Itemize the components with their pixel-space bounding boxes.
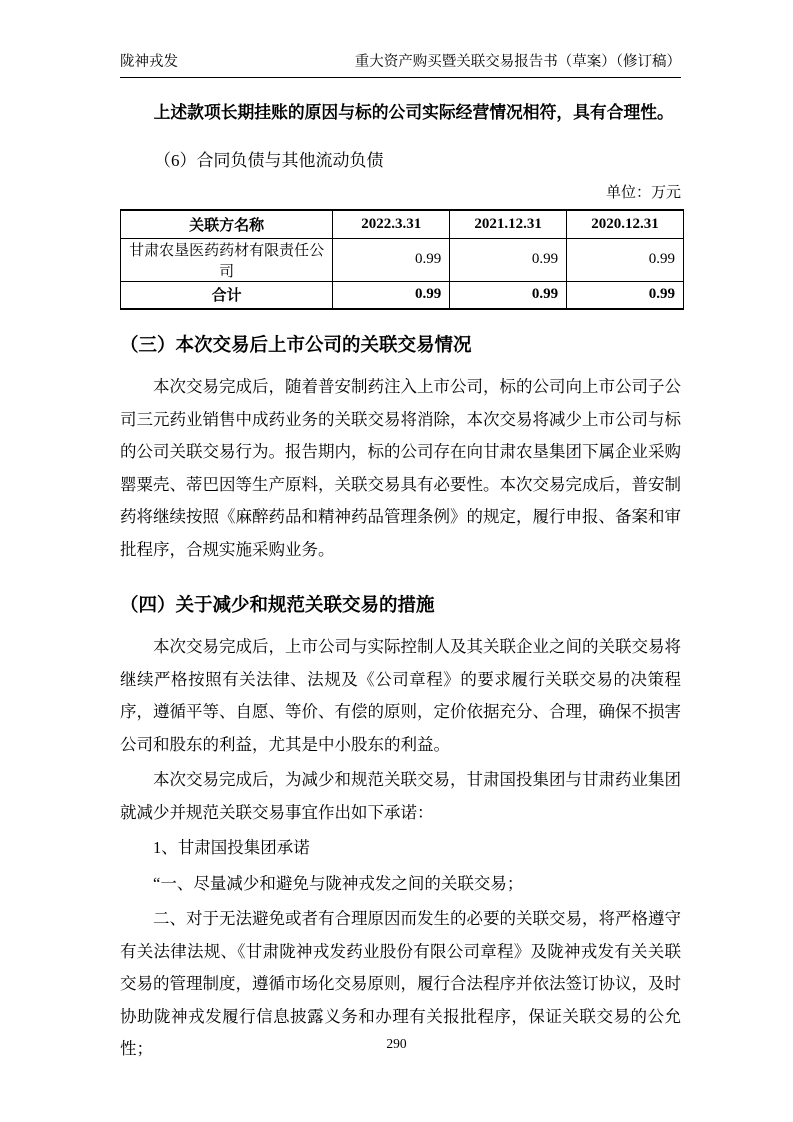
related-party-table — [120, 209, 684, 310]
table-cell-total-label: 合计 — [121, 281, 333, 309]
section-4-paragraph-2: 本次交易完成后，为减少和规范关联交易，甘肃国投集团与甘肃药业集团就减少并规范关联交易事宜作出如下承诺： — [120, 770, 681, 822]
table-cell-value: 0.99 — [333, 281, 450, 309]
section-heading-4: （四）关于减少和规范关联交易的措施 — [120, 594, 435, 615]
intro-bold-paragraph: 上述款项长期挂账的原因与标的公司实际经营情况相符，具有合理性。 — [153, 103, 674, 122]
section-heading-3: （三）本次交易后上市公司的关联交易情况 — [120, 334, 472, 355]
table-header-date-3: 2020.12.31 — [567, 210, 684, 238]
section-4-commitment-2: 二、对于无法避免或者有合理原因而发生的必要的关联交易，将严格遵守有关法律法规、《甘肃陇神戎发药业股份有限公司章程》及陇神戎发有关关联交易的管理制度，遵循市场化交易原则，履行合法程序并依法签订协议，及时协助陇神戎发履行信息披露义务和办理有关报批程序，保证关联交易的公允性； — [120, 909, 681, 1058]
table-header-related-party: 关联方名称 — [121, 210, 333, 238]
section-3-paragraph: 本次交易完成后，随着普安制药注入上市公司，标的公司向上市公司子公司三元药业销售中成药业务的关联交易将消除，本次交易将减少上市公司与标的公司关联交易行为。报告期内，标的公司存在向甘肃农垦集团下属企业采购罂粟壳、蒂巴因等生产原料，关联交易具有必要性。本次交易完成后，普安制药将继续按照《麻醉药品和精神药品管理条例》的规定，履行申报、备案和审批程序，合规实施采购业务。 — [120, 377, 681, 559]
table-unit-note: 单位：万元 — [605, 185, 681, 201]
document-content — [0, 98, 793, 1066]
section-4-commitment-1: “一、尽量减少和避免与陇神戎发之间的关联交易； — [153, 873, 524, 893]
page-header — [120, 0, 681, 78]
table-cell-party-name: 甘肃农垦医药药材有限责任公司 — [121, 238, 333, 281]
table-row — [121, 238, 684, 281]
section-4-paragraph-1: 本次交易完成后，上市公司与实际控制人及其关联企业之间的关联交易将继续严格按照有关法律、法规及《公司章程》的要求履行关联交易的决策程序，遵循平等、自愿、等价、有偿的原则，定价依据充分、合理，确保不损害公司和股东的利益，尤其是中小股东的利益。 — [120, 637, 681, 754]
table-cell-value: 0.99 — [450, 238, 567, 281]
page-number: 290 — [386, 1036, 407, 1051]
section-4-list-item-1: 1、甘肃国投集团承诺 — [153, 838, 310, 857]
header-report-title: 重大资产购买暨关联交易报告书（草案）（修订稿） — [354, 54, 681, 70]
table-header-date-1: 2022.3.31 — [333, 210, 450, 238]
header-company-name: 陇神戎发 — [120, 54, 178, 70]
table-header-date-2: 2021.12.31 — [450, 210, 567, 238]
table-total-row — [121, 281, 684, 309]
table-cell-value: 0.99 — [450, 281, 567, 309]
subsection-heading-6: （6）合同负债与其他流动负债 — [154, 151, 384, 170]
table-cell-value: 0.99 — [567, 238, 684, 281]
table-cell-value: 0.99 — [567, 281, 684, 309]
table-header-row — [121, 210, 684, 238]
table-cell-value: 0.99 — [333, 238, 450, 281]
